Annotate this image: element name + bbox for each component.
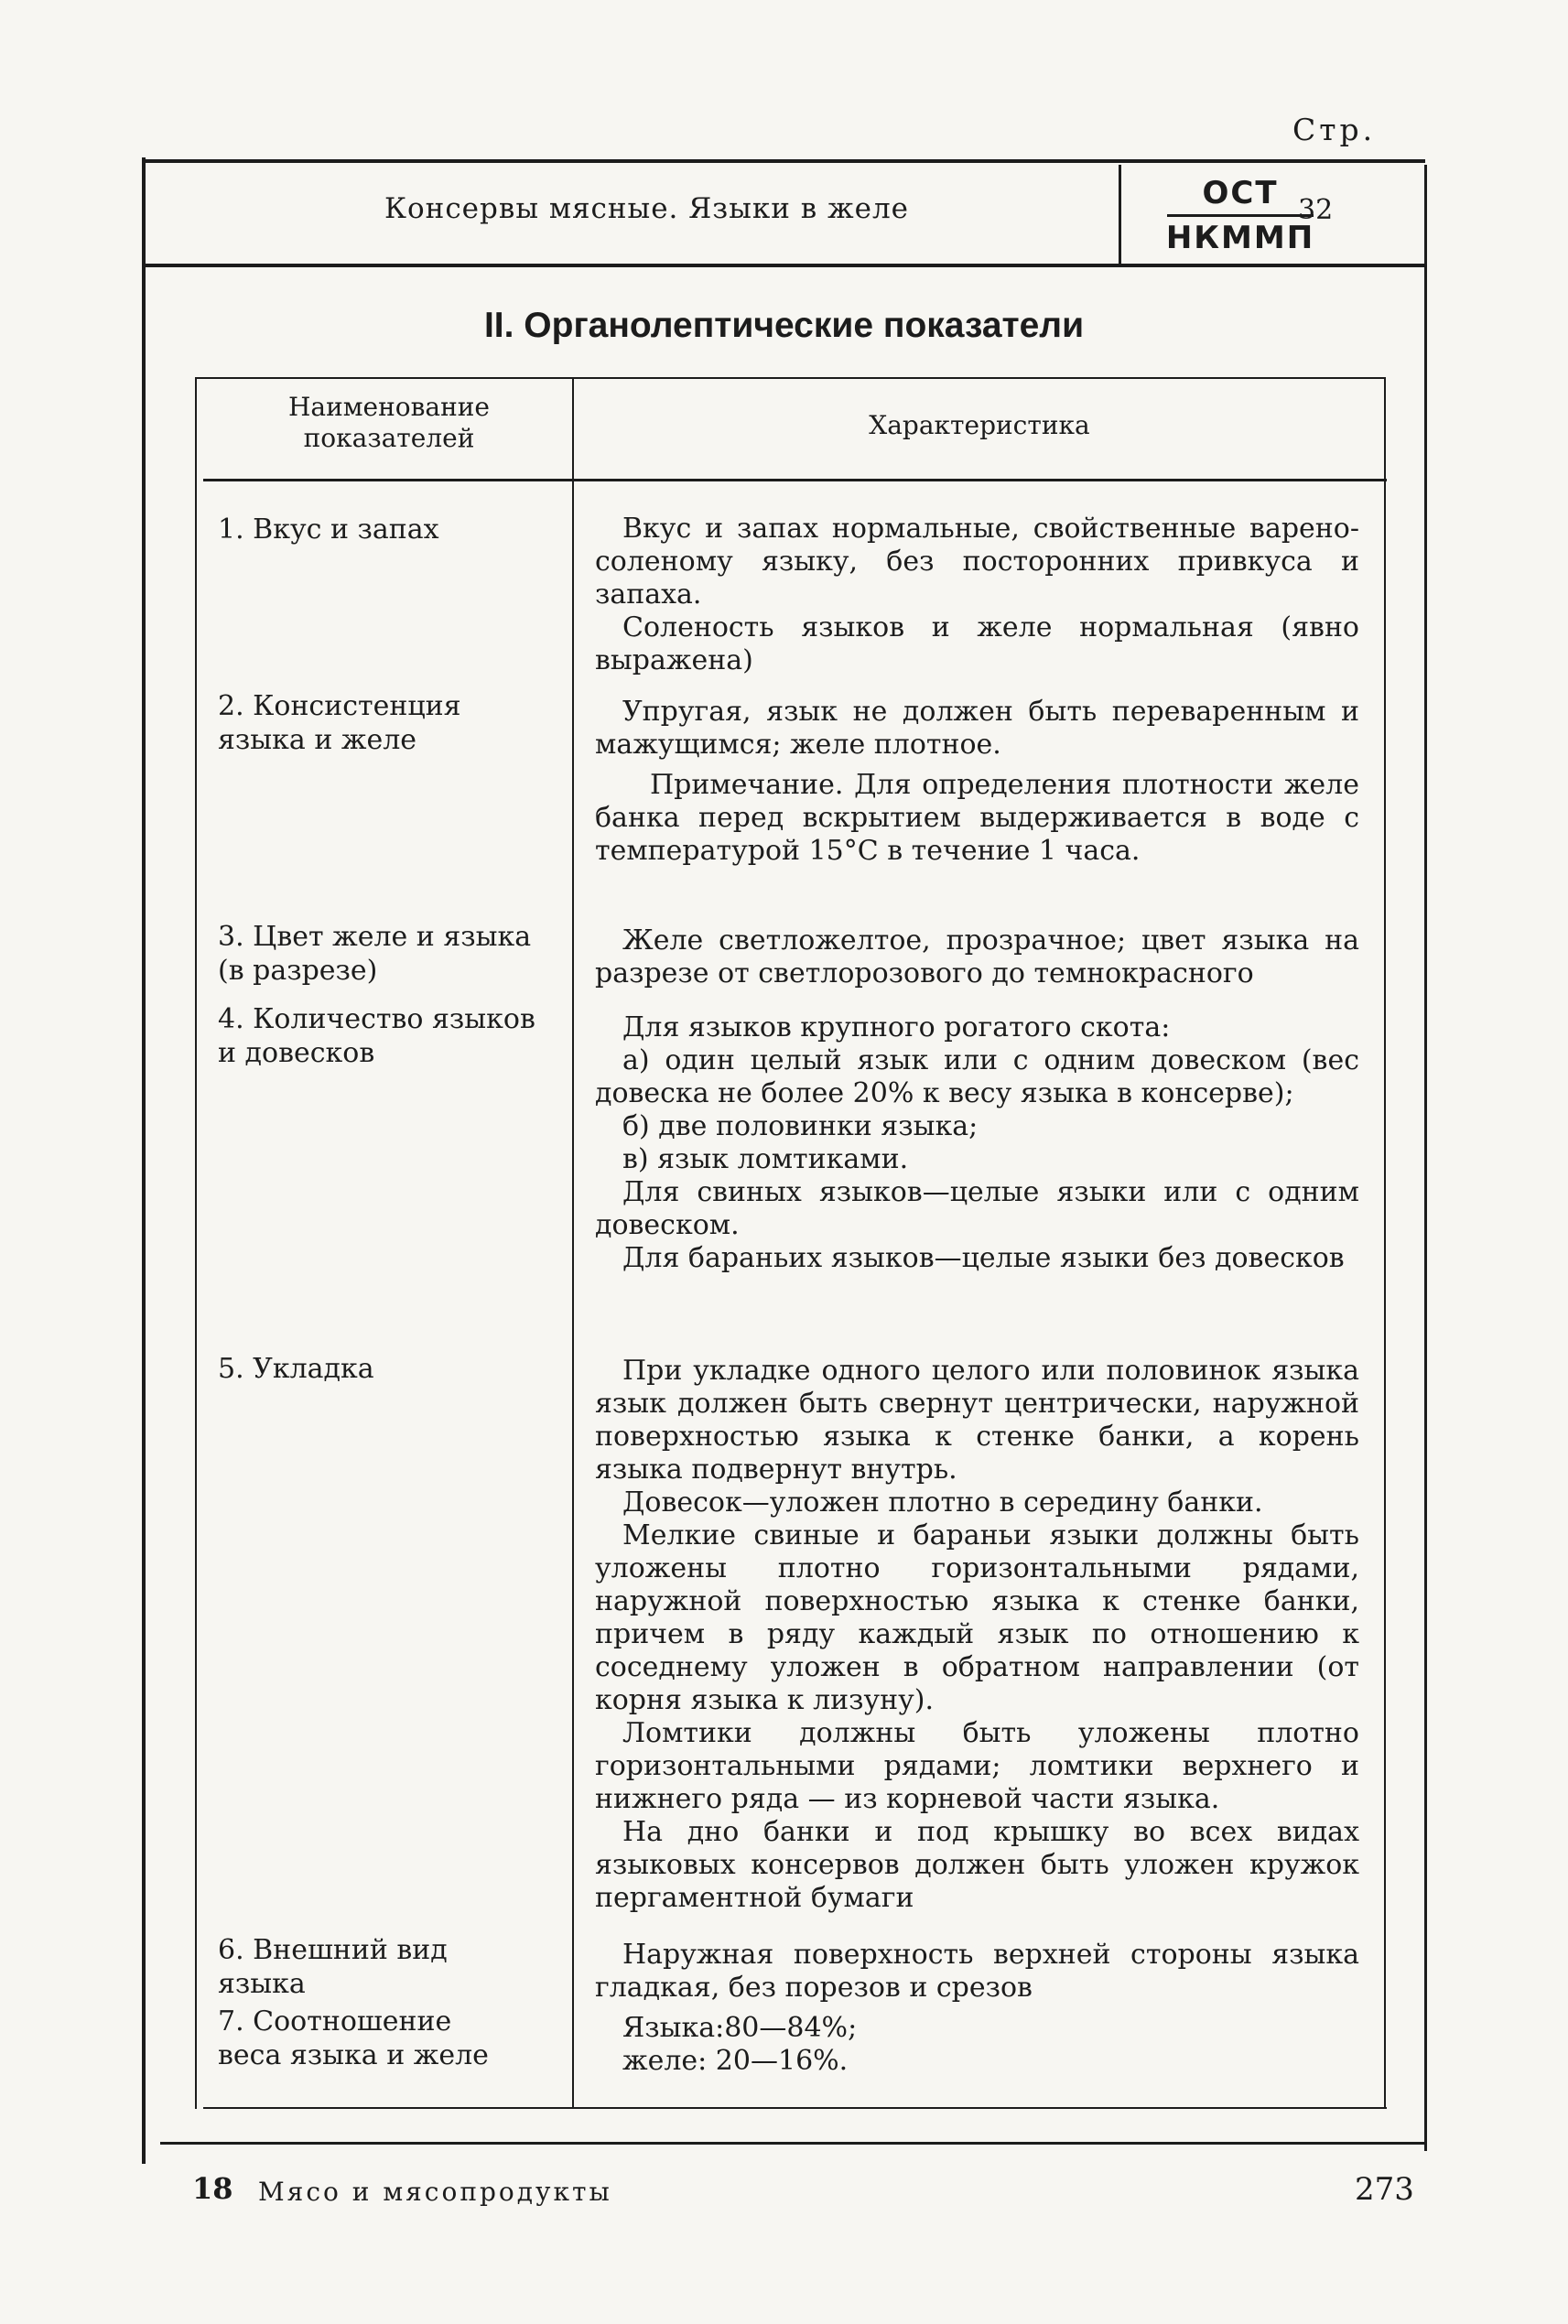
row-characteristic: [595, 1355, 1359, 1915]
characteristic-paragraph: Для бараньих языков—целые языки без довесков: [622, 1242, 1345, 1274]
characteristic-paragraph: Для свиных языков—целые языки или с одним довеском.: [595, 1176, 1359, 1241]
frame-left-border: [142, 157, 146, 2164]
standard-number: 32: [1298, 194, 1334, 226]
row-characteristic: [595, 696, 1359, 868]
frame-right-border: [1424, 165, 1427, 2151]
row-label: 1. Вкус и запах: [218, 513, 439, 546]
row-label: 2. Консистенция языка и желе: [218, 690, 461, 756]
ministry-label: НКММП: [1165, 220, 1315, 256]
row-characteristic: [595, 2012, 1359, 2078]
note-paragraph: Примечание. Для определения плотности желе банка перед вскрытием выдерживается в воде с температурой 15°С в течение 1 часа.: [595, 769, 1359, 867]
footer-number: 18: [192, 2171, 233, 2206]
characteristic-paragraph: Ломтики должны быть уложены плотно горизонтальными рядами; ломтики верхнего и нижнего ряда — из корневой части языка.: [595, 1717, 1359, 1815]
table-bottom-rule: [203, 2107, 1387, 2109]
section-title: II. Органолептические показатели: [483, 306, 1085, 345]
characteristic-paragraph: Языка:80—84%;: [622, 2012, 858, 2044]
row-characteristic: [595, 513, 1359, 677]
row-label: 3. Цвет желе и языка (в разрезе): [218, 921, 532, 987]
characteristic-paragraph: Желе светложелтое, прозрачное; цвет языка на разрезе от светлорозового до темнокрасного: [595, 924, 1359, 989]
header-bottom-rule: [142, 264, 1425, 267]
row-label: 4. Количество языков и довесков: [218, 1003, 535, 1069]
row-label: 5. Укладка: [218, 1353, 374, 1385]
table-right-border: [1384, 377, 1386, 2109]
characteristic-paragraph: Вкус и запах нормальные, свойственные варено-соленому языку, без посторонних привкуса и запаха.: [595, 513, 1359, 611]
column-header-characteristic: Характеристика: [869, 410, 1090, 440]
characteristic-paragraph: Довесок—уложен плотно в середину банки.: [622, 1486, 1263, 1519]
page-bottom-rule: [160, 2142, 1426, 2145]
row-label: 7. Соотношение веса языка и желе: [218, 2005, 489, 2071]
row-characteristic: [595, 1011, 1359, 1275]
characteristic-paragraph: Для языков крупного рогатого скота:: [622, 1011, 1171, 1043]
footer-source: Мясо и мясопродукты: [258, 2177, 612, 2207]
characteristic-paragraph: Наружная поверхность верхней стороны языка гладкая, без порезов и срезов: [595, 1939, 1359, 2004]
characteristic-paragraph: Соленость языков и желе нормальная (явно выражена): [595, 611, 1359, 676]
characteristic-paragraph: На дно банки и под крышку во всех видах языковых консервов должен быть уложен кружок пергаментной бумаги: [595, 1816, 1359, 1914]
page-label: Стр.: [1292, 112, 1377, 147]
characteristic-paragraph: Упругая, язык не должен быть переваренным и мажущимся; желе плотное.: [595, 696, 1359, 761]
header-separator: [1119, 165, 1121, 264]
table-column-divider: [572, 377, 574, 2109]
characteristic-paragraph: в) язык ломтиками.: [622, 1143, 909, 1175]
characteristic-paragraph: Мелкие свиные и бараньи языки должны быть уложены плотно горизонтальными рядами, наружной поверхностью языка к стенке банки, причем в ряду каждый язык по отношению к соседнему уложен в обратном направлении (от корня языка к лизуну).: [595, 1519, 1359, 1716]
header-top-rule: [142, 159, 1425, 163]
row-characteristic: [595, 924, 1359, 990]
ost-label: ОСТ: [1202, 175, 1279, 211]
characteristic-paragraph: При укладке одного целого или половинок языка язык должен быть свернут центрически, наружной поверхностью языка к стенке банки, а корень языка подвернут внутрь.: [595, 1355, 1359, 1486]
characteristic-paragraph: желе: 20—16%.: [622, 2045, 849, 2077]
document-title: Консервы мясные. Языки в желе: [384, 192, 909, 225]
row-label: 6. Внешний вид языка: [218, 1934, 448, 2000]
column-header-name: Наименование показателей: [288, 392, 490, 453]
ost-fraction-rule: [1167, 214, 1314, 217]
row-characteristic: [595, 1939, 1359, 2005]
characteristic-paragraph: б) две половинки языка;: [622, 1110, 979, 1142]
table-head-rule: [203, 479, 1387, 481]
table-left-border: [195, 377, 197, 2109]
page-number: 273: [1355, 2171, 1414, 2208]
table-top-rule: [195, 377, 1385, 379]
characteristic-paragraph: а) один целый язык или с одним довеском (вес довеска не более 20% к весу языка в консерве);: [595, 1044, 1359, 1109]
